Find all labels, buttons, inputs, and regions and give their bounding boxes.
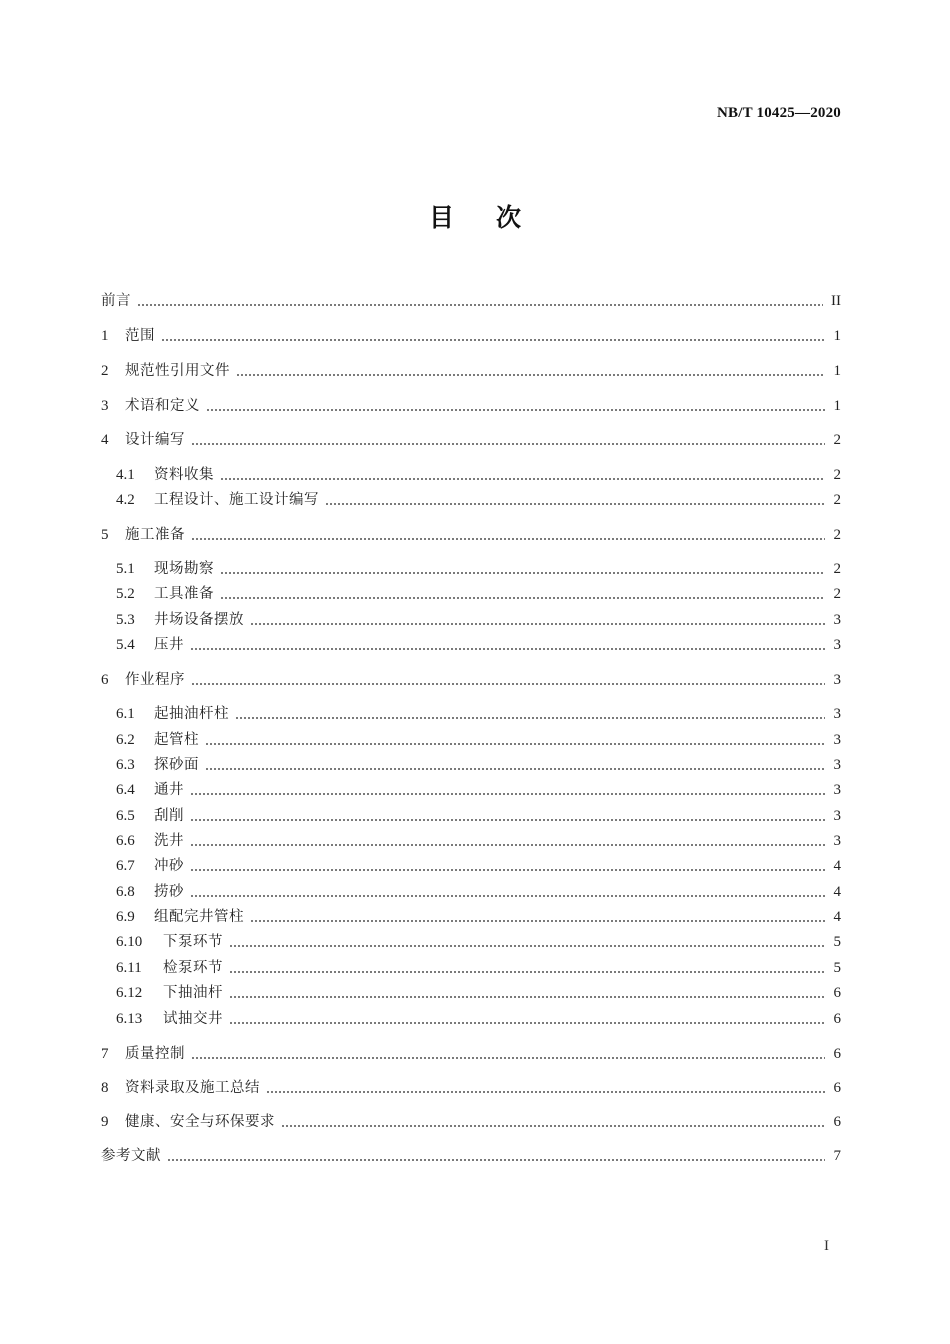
toc-entry[interactable] <box>101 430 841 450</box>
toc-entry[interactable] <box>116 780 841 800</box>
toc-entry-label: 通井 <box>154 782 184 798</box>
toc-dot-leader <box>229 1009 825 1029</box>
toc-entry-page: 2 <box>833 432 841 448</box>
toc-entry-number: 6.1 <box>116 706 135 722</box>
toc-dot-leader <box>161 326 825 346</box>
toc-entry[interactable] <box>116 882 841 902</box>
toc-entry-number: 9 <box>101 1114 109 1130</box>
toc-entry-number: 5 <box>101 527 109 543</box>
toc-entry-number: 4.2 <box>116 492 135 508</box>
toc-dot-leader <box>206 396 825 416</box>
toc-entry-page: 4 <box>833 858 841 874</box>
toc-entry[interactable] <box>101 525 841 545</box>
toc-entry-number: 2 <box>101 363 109 379</box>
toc-entry-page: 3 <box>833 612 841 628</box>
toc-entry-page: 3 <box>833 637 841 653</box>
toc-entry[interactable] <box>101 670 841 690</box>
toc-entry-page: 5 <box>833 934 841 950</box>
toc-entry-label: 设计编写 <box>125 432 185 448</box>
toc-entry-page: 6 <box>833 1080 841 1096</box>
toc-dot-leader <box>250 610 825 630</box>
toc-entry-number: 6.8 <box>116 884 135 900</box>
toc-entry-label: 刮削 <box>154 808 184 824</box>
toc-entry-number: 5.3 <box>116 612 135 628</box>
toc-entry-page: 6 <box>833 985 841 1001</box>
toc-entry-page: 2 <box>833 467 841 483</box>
toc-dot-leader <box>266 1078 825 1098</box>
toc-dot-leader <box>250 907 825 927</box>
toc-entry-label: 范围 <box>125 328 155 344</box>
toc-entry[interactable] <box>116 635 841 655</box>
title-char-2: 次 <box>496 203 522 232</box>
toc-entry-label: 试抽交井 <box>163 1011 223 1027</box>
toc-entry-number: 5.1 <box>116 561 135 577</box>
toc-entry-label: 健康、安全与环保要求 <box>125 1114 275 1130</box>
toc-dot-leader <box>325 490 825 510</box>
toc-entry-number: 6.2 <box>116 732 135 748</box>
toc-entry[interactable] <box>116 806 841 826</box>
toc-entry-number: 6.9 <box>116 909 135 925</box>
toc-entry-label: 工程设计、施工设计编写 <box>154 492 319 508</box>
toc-entry-label: 检泵环节 <box>163 960 223 976</box>
toc-entry[interactable] <box>101 396 841 416</box>
toc-dot-leader <box>281 1112 825 1132</box>
toc-entry-number: 6.3 <box>116 757 135 773</box>
toc-dot-leader <box>191 525 825 545</box>
toc-entry[interactable] <box>116 730 841 750</box>
toc-entry-label: 捞砂 <box>154 884 184 900</box>
toc-entry-page: 2 <box>833 586 841 602</box>
toc-dot-leader <box>229 958 825 978</box>
toc-entry[interactable] <box>101 1044 841 1064</box>
toc-entry-label: 组配完井管柱 <box>154 909 244 925</box>
toc-entry[interactable] <box>116 932 841 952</box>
toc-entry-page: 7 <box>833 1148 841 1164</box>
toc-entry-label: 洗井 <box>154 833 184 849</box>
toc-entry[interactable] <box>101 1078 841 1098</box>
toc-entry[interactable] <box>101 361 841 381</box>
toc-entry-label: 下泵环节 <box>163 934 223 950</box>
toc-entry-page: 6 <box>833 1114 841 1130</box>
toc-entry[interactable] <box>116 958 841 978</box>
toc-entry-label: 冲砂 <box>154 858 184 874</box>
toc-entry-page: 3 <box>833 732 841 748</box>
standard-code: NB/T 10425—2020 <box>717 105 841 121</box>
toc-entry-label: 现场勘察 <box>154 561 214 577</box>
toc-entry-label: 下抽油杆 <box>163 985 223 1001</box>
toc-entry-page: 4 <box>833 909 841 925</box>
toc-dot-leader <box>190 856 825 876</box>
toc-entry-label: 术语和定义 <box>125 398 200 414</box>
toc-entry-label: 前言 <box>101 293 131 309</box>
toc-dot-leader <box>167 1146 825 1166</box>
toc-entry-page: 4 <box>833 884 841 900</box>
toc-entry[interactable] <box>101 291 841 311</box>
toc-entry[interactable] <box>116 704 841 724</box>
toc-entry-page: 2 <box>833 561 841 577</box>
toc-entry[interactable] <box>116 559 841 579</box>
title-char-1: 目 <box>428 203 454 232</box>
toc-entry-page: 3 <box>833 757 841 773</box>
toc-dot-leader <box>236 361 825 381</box>
toc-entry-page: 1 <box>833 398 841 414</box>
toc-entry-number: 6.11 <box>116 960 142 976</box>
toc-entry-number: 8 <box>101 1080 109 1096</box>
toc-entry-label: 压井 <box>154 637 184 653</box>
toc-dot-leader <box>229 983 825 1003</box>
toc-entry-label: 探砂面 <box>154 757 199 773</box>
toc-entry[interactable] <box>116 907 841 927</box>
toc-dot-leader <box>220 559 825 579</box>
toc-entry-number: 7 <box>101 1046 109 1062</box>
page-number: I <box>824 1238 829 1254</box>
toc-entry-number: 6.4 <box>116 782 135 798</box>
toc-entry-page: 3 <box>833 706 841 722</box>
toc-entry[interactable] <box>116 755 841 775</box>
toc-entry[interactable] <box>116 983 841 1003</box>
toc-entry[interactable] <box>116 465 841 485</box>
toc-entry-number: 6.10 <box>116 934 143 950</box>
toc-entry-page: 2 <box>833 492 841 508</box>
toc-dot-leader <box>190 780 825 800</box>
toc-dot-leader <box>190 806 825 826</box>
toc-dot-leader <box>190 635 825 655</box>
toc-entry-number: 4.1 <box>116 467 135 483</box>
toc-entry-label: 资料收集 <box>154 467 214 483</box>
toc-entry[interactable] <box>101 1146 841 1166</box>
toc-entry-label: 参考文献 <box>101 1148 161 1164</box>
toc-entry-number: 6.7 <box>116 858 135 874</box>
toc-dot-leader <box>191 1044 825 1064</box>
toc-dot-leader <box>190 882 825 902</box>
toc-entry-number: 6.5 <box>116 808 135 824</box>
toc-entry[interactable] <box>116 856 841 876</box>
toc-entry-number: 5.2 <box>116 586 135 602</box>
toc-entry-label: 施工准备 <box>125 527 185 543</box>
toc-entry[interactable] <box>116 610 841 630</box>
toc-entry[interactable] <box>116 831 841 851</box>
toc-entry-label: 起抽油杆柱 <box>154 706 229 722</box>
toc-entry-page: 1 <box>833 328 841 344</box>
toc-dot-leader <box>220 584 825 604</box>
toc-dot-leader <box>205 755 825 775</box>
toc-entry-number: 5.4 <box>116 637 135 653</box>
toc-entry[interactable] <box>116 1009 841 1029</box>
toc-entry-number: 6 <box>101 672 109 688</box>
toc-entry-page: 3 <box>833 833 841 849</box>
toc-entry-label: 工具准备 <box>154 586 214 602</box>
toc-dot-leader <box>229 932 825 952</box>
toc-entry[interactable] <box>101 326 841 346</box>
toc-entry-label: 资料录取及施工总结 <box>125 1080 260 1096</box>
toc-dot-leader <box>137 291 823 311</box>
toc-entry-page: II <box>831 293 841 309</box>
toc-entry-number: 6.13 <box>116 1011 143 1027</box>
toc-entry-number: 6.12 <box>116 985 143 1001</box>
toc-dot-leader <box>205 730 825 750</box>
page-title <box>0 198 950 234</box>
toc-dot-leader <box>190 831 825 851</box>
toc-entry-number: 6.6 <box>116 833 135 849</box>
toc-entry-label: 规范性引用文件 <box>125 363 230 379</box>
toc-entry-page: 1 <box>833 363 841 379</box>
toc-entry-page: 3 <box>833 808 841 824</box>
toc-entry-page: 6 <box>833 1011 841 1027</box>
toc-entry-number: 4 <box>101 432 109 448</box>
toc-entry-page: 3 <box>833 672 841 688</box>
toc-entry-number: 3 <box>101 398 109 414</box>
toc-dot-leader <box>191 670 825 690</box>
toc-entry[interactable] <box>116 584 841 604</box>
toc-entry[interactable] <box>101 1112 841 1132</box>
toc-entry-label: 质量控制 <box>125 1046 185 1062</box>
toc-entry-label: 作业程序 <box>125 672 185 688</box>
toc-dot-leader <box>235 704 825 724</box>
toc-entry-page: 2 <box>833 527 841 543</box>
toc-entry[interactable] <box>116 490 841 510</box>
toc-entry-page: 6 <box>833 1046 841 1062</box>
toc-dot-leader <box>220 465 825 485</box>
toc-entry-page: 3 <box>833 782 841 798</box>
toc-entry-page: 5 <box>833 960 841 976</box>
toc-entry-label: 井场设备摆放 <box>154 612 244 628</box>
toc-entry-number: 1 <box>101 328 109 344</box>
toc-entry-label: 起管柱 <box>154 732 199 748</box>
toc-dot-leader <box>191 430 825 450</box>
